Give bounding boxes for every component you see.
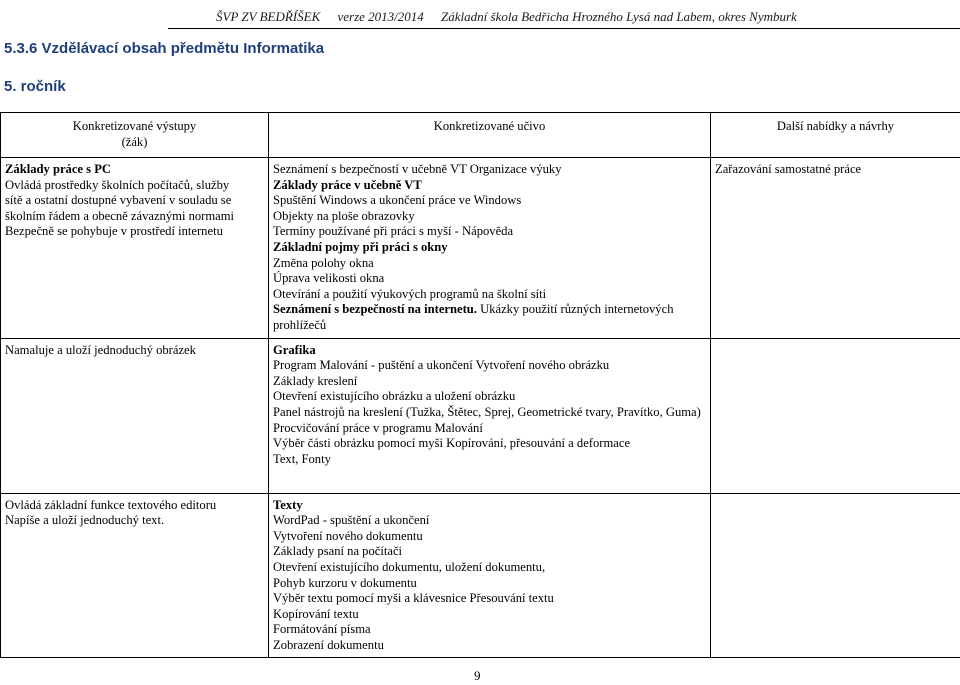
table-row xyxy=(1,493,960,658)
curriculum-subtitle: Základní pojmy při práci s okny xyxy=(273,239,448,254)
curriculum-line: Otevření existujícího dokumentu, uložení dokumentu, xyxy=(273,559,546,574)
header-curriculum-label: Konkretizované učivo xyxy=(433,119,546,133)
running-header xyxy=(216,9,811,25)
section-title: 5.3.6 Vzdělávací obsah předmětu Informatika xyxy=(4,40,325,57)
outcomes-line: školním řádem a obecně závaznými normami xyxy=(5,208,235,223)
curriculum-line: Změna polohy okna xyxy=(273,255,374,270)
outcomes-line: Ovládá základní funkce textového editoru xyxy=(5,497,217,512)
extra-cell xyxy=(711,493,960,658)
curriculum-bold-phrase: Seznámení s bezpečností na internetu. xyxy=(273,302,477,317)
curriculum-table xyxy=(0,112,960,658)
header-extra-label: Další nabídky a návrhy xyxy=(776,119,895,133)
curriculum-line: Vytvoření nového dokumentu xyxy=(273,528,423,543)
curriculum-line: Seznámení s bezpečností v učebně VT Organizace výuky xyxy=(273,162,562,176)
curriculum-line: Formátování písma xyxy=(273,622,371,637)
header-outcomes-line1: Konkretizované výstupy xyxy=(72,119,197,133)
outcomes-title: Základy práce s PC xyxy=(5,162,112,176)
curriculum-cell xyxy=(269,493,711,658)
curriculum-subtitle: Základy práce v učebně VT xyxy=(273,177,422,192)
curriculum-line: Kopírování textu xyxy=(273,606,359,621)
curriculum-subtitle: Texty xyxy=(273,497,303,512)
outcomes-line: Ovládá prostředky školních počítačů, služby xyxy=(5,177,230,192)
curriculum-line: Panel nástrojů na kreslení (Tužka, Štětec, Sprej, Geometrické tvary, Pravítko, Guma) xyxy=(273,404,701,419)
curriculum-phrase: Ukázky použití různých internetových prohlížečů xyxy=(273,302,674,332)
outcomes-cell xyxy=(1,338,269,493)
curriculum-subtitle: Grafika xyxy=(273,342,316,357)
header-svp: ŠVP ZV BEDŘÍŠEK xyxy=(216,9,321,24)
header-school: Základní škola Bedřicha Hrozného Lysá nad Labem, okres Nymburk xyxy=(441,9,797,24)
curriculum-line: Úprava velikosti okna xyxy=(273,271,385,286)
outcomes-line: Bezpečně se pohybuje v prostředí internetu xyxy=(5,224,223,239)
outcomes-line: sítě a ostatní dostupné vybavení v souladu se xyxy=(5,193,232,208)
table-row xyxy=(1,338,960,493)
curriculum-cell xyxy=(269,338,711,493)
extra-cell xyxy=(711,338,960,493)
outcomes-cell xyxy=(1,493,269,658)
extra-note: Zařazování samostatné práce xyxy=(715,162,862,176)
header-outcomes xyxy=(1,113,269,158)
header-extra xyxy=(711,113,960,158)
grade-title: 5. ročník xyxy=(4,78,66,95)
header-outcomes-line2: (žák) xyxy=(121,134,148,149)
header-curriculum xyxy=(269,113,711,158)
curriculum-line: Spuštění Windows a ukončení práce ve Windows xyxy=(273,193,522,208)
outcomes-cell xyxy=(1,158,269,339)
curriculum-line: Pohyb kurzoru v dokumentu xyxy=(273,575,417,590)
extra-cell xyxy=(711,158,960,339)
curriculum-cell xyxy=(269,158,711,339)
curriculum-line: Výběr části obrázku pomocí myši Kopírování, přesouvání a deformace xyxy=(273,436,631,451)
table-header-row xyxy=(1,113,960,158)
curriculum-line: Program Malování - puštění a ukončení Vytvoření nového obrázku xyxy=(273,358,610,373)
curriculum-line: Termíny používané při práci s myší - Nápověda xyxy=(273,224,514,239)
page-number: 9 xyxy=(474,668,481,683)
header-version: verze 2013/2014 xyxy=(337,9,424,24)
outcomes-line: Namaluje a uloží jednoduchý obrázek xyxy=(5,342,196,357)
curriculum-line: Zobrazení dokumentu xyxy=(273,637,384,652)
curriculum-line xyxy=(273,302,706,333)
curriculum-line: Základy psaní na počítači xyxy=(273,544,403,559)
curriculum-line: Procvičování práce v programu Malování xyxy=(273,420,483,435)
table-row xyxy=(1,158,960,339)
curriculum-line: Text, Fonty xyxy=(273,451,331,466)
outcomes-line: Napíše a uloží jednoduchý text. xyxy=(5,513,165,528)
curriculum-line: WordPad - spuštění a ukončení xyxy=(273,513,430,528)
header-rule xyxy=(168,28,960,29)
curriculum-line: Otevření existujícího obrázku a uložení obrázku xyxy=(273,389,516,404)
curriculum-line: Základy kreslení xyxy=(273,373,358,388)
curriculum-line: Otevírání a použití výukových programů na školní síti xyxy=(273,286,547,301)
curriculum-line: Objekty na ploše obrazovky xyxy=(273,208,415,223)
curriculum-line: Výběr textu pomocí myši a klávesnice Přesouvání textu xyxy=(273,591,554,606)
